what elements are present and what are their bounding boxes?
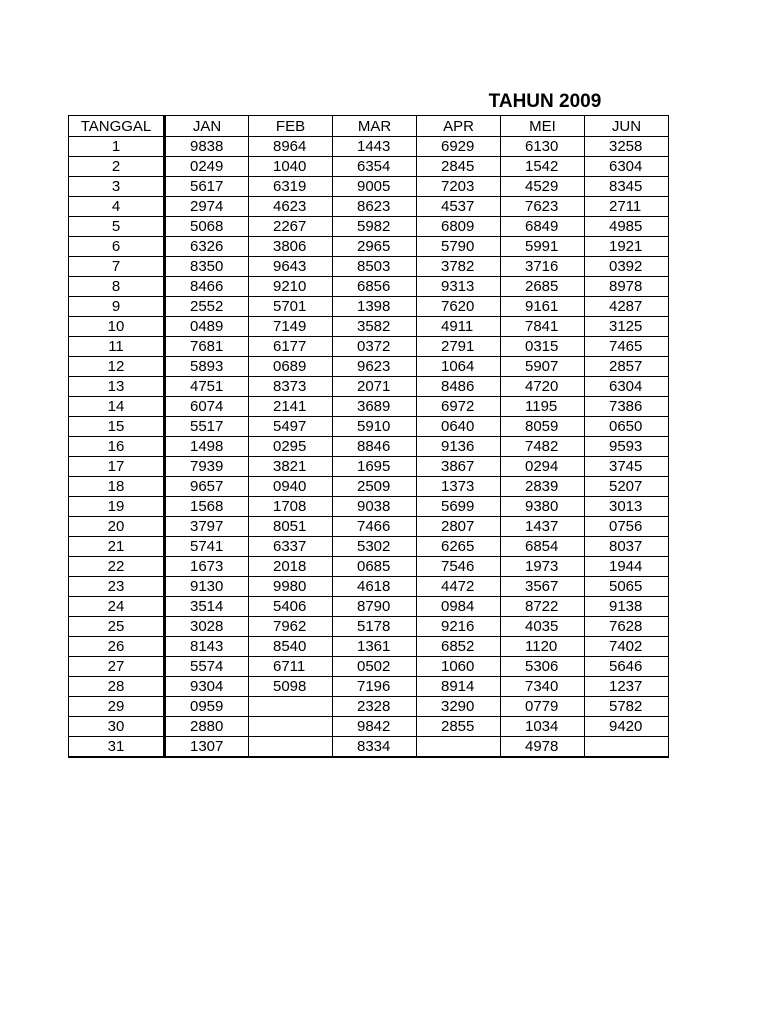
- value-cell: 5302: [333, 537, 417, 557]
- column-header-jan: JAN: [165, 116, 249, 137]
- value-cell: 9136: [417, 437, 501, 457]
- day-cell: 23: [69, 577, 165, 597]
- table-row: [69, 477, 669, 497]
- value-cell: 0392: [585, 257, 669, 277]
- day-cell: 8: [69, 277, 165, 297]
- value-cell: 1542: [501, 157, 585, 177]
- table-row: [69, 217, 669, 237]
- value-cell: 8345: [585, 177, 669, 197]
- table-row: [69, 557, 669, 577]
- value-cell: 8051: [249, 517, 333, 537]
- value-cell: 8503: [333, 257, 417, 277]
- table-row: [69, 157, 669, 177]
- value-cell: 7386: [585, 397, 669, 417]
- value-cell: 6711: [249, 657, 333, 677]
- value-cell: 7196: [333, 677, 417, 697]
- value-cell: 6177: [249, 337, 333, 357]
- value-cell: 6337: [249, 537, 333, 557]
- day-cell: 15: [69, 417, 165, 437]
- value-cell: 8373: [249, 377, 333, 397]
- value-cell: 5991: [501, 237, 585, 257]
- value-cell: 9130: [165, 577, 249, 597]
- value-cell: 6326: [165, 237, 249, 257]
- value-cell: 9980: [249, 577, 333, 597]
- value-cell: 0502: [333, 657, 417, 677]
- table-row: [69, 517, 669, 537]
- day-cell: 22: [69, 557, 165, 577]
- value-cell: 0294: [501, 457, 585, 477]
- value-cell: 6849: [501, 217, 585, 237]
- table-row: [69, 497, 669, 517]
- value-cell: 2711: [585, 197, 669, 217]
- value-cell: 3716: [501, 257, 585, 277]
- value-cell: 1498: [165, 437, 249, 457]
- value-cell: 9138: [585, 597, 669, 617]
- value-cell: 9380: [501, 497, 585, 517]
- value-cell: 9210: [249, 277, 333, 297]
- value-cell: 5741: [165, 537, 249, 557]
- value-cell: 2018: [249, 557, 333, 577]
- value-cell: 7482: [501, 437, 585, 457]
- value-cell: 1064: [417, 357, 501, 377]
- value-cell: 0689: [249, 357, 333, 377]
- table-row: [69, 137, 669, 157]
- value-cell: 1237: [585, 677, 669, 697]
- value-cell: 5617: [165, 177, 249, 197]
- table-row: [69, 197, 669, 217]
- day-cell: 19: [69, 497, 165, 517]
- table-row: [69, 177, 669, 197]
- day-cell: 21: [69, 537, 165, 557]
- value-cell: 0756: [585, 517, 669, 537]
- header-row: [69, 116, 669, 137]
- value-cell: 1568: [165, 497, 249, 517]
- value-cell: 0640: [417, 417, 501, 437]
- value-cell: 7841: [501, 317, 585, 337]
- value-cell: 3013: [585, 497, 669, 517]
- day-cell: 17: [69, 457, 165, 477]
- value-cell: 2857: [585, 357, 669, 377]
- table-row: [69, 297, 669, 317]
- value-cell: 2552: [165, 297, 249, 317]
- value-cell: 3689: [333, 397, 417, 417]
- value-cell: 2880: [165, 717, 249, 737]
- table-row: [69, 417, 669, 437]
- column-header-mei: MEI: [501, 116, 585, 137]
- value-cell: 3125: [585, 317, 669, 337]
- value-cell: 2965: [333, 237, 417, 257]
- value-cell: 4751: [165, 377, 249, 397]
- value-cell: 7681: [165, 337, 249, 357]
- value-cell: 6854: [501, 537, 585, 557]
- value-cell: 5098: [249, 677, 333, 697]
- value-cell: 6265: [417, 537, 501, 557]
- day-cell: 25: [69, 617, 165, 637]
- value-cell: 0779: [501, 697, 585, 717]
- day-cell: 29: [69, 697, 165, 717]
- value-cell: [417, 737, 501, 758]
- day-cell: 4: [69, 197, 165, 217]
- value-cell: 0685: [333, 557, 417, 577]
- value-cell: 5207: [585, 477, 669, 497]
- day-cell: 5: [69, 217, 165, 237]
- value-cell: 1695: [333, 457, 417, 477]
- value-cell: 5306: [501, 657, 585, 677]
- value-cell: 4720: [501, 377, 585, 397]
- table-row: [69, 257, 669, 277]
- value-cell: 2807: [417, 517, 501, 537]
- table-row: [69, 577, 669, 597]
- value-cell: 7620: [417, 297, 501, 317]
- value-cell: 5517: [165, 417, 249, 437]
- value-cell: 0315: [501, 337, 585, 357]
- value-cell: 1673: [165, 557, 249, 577]
- value-cell: 3806: [249, 237, 333, 257]
- value-cell: 1921: [585, 237, 669, 257]
- table-row: [69, 637, 669, 657]
- value-cell: 5178: [333, 617, 417, 637]
- value-cell: 1120: [501, 637, 585, 657]
- value-cell: 1034: [501, 717, 585, 737]
- value-cell: 5782: [585, 697, 669, 717]
- value-cell: 0650: [585, 417, 669, 437]
- value-cell: 9038: [333, 497, 417, 517]
- value-cell: 0959: [165, 697, 249, 717]
- value-cell: 4985: [585, 217, 669, 237]
- value-cell: 6354: [333, 157, 417, 177]
- value-cell: 5646: [585, 657, 669, 677]
- value-cell: 8722: [501, 597, 585, 617]
- value-cell: 4623: [249, 197, 333, 217]
- value-cell: 3290: [417, 697, 501, 717]
- value-cell: 4537: [417, 197, 501, 217]
- value-cell: 8350: [165, 257, 249, 277]
- day-cell: 2: [69, 157, 165, 177]
- value-cell: 0295: [249, 437, 333, 457]
- value-cell: [249, 717, 333, 737]
- value-cell: 5574: [165, 657, 249, 677]
- value-cell: 0984: [417, 597, 501, 617]
- value-cell: 2141: [249, 397, 333, 417]
- value-cell: 8914: [417, 677, 501, 697]
- table-row: [69, 737, 669, 758]
- value-cell: 9838: [165, 137, 249, 157]
- value-cell: 7623: [501, 197, 585, 217]
- value-cell: 5982: [333, 217, 417, 237]
- value-cell: 1060: [417, 657, 501, 677]
- table-row: [69, 357, 669, 377]
- value-cell: 6304: [585, 157, 669, 177]
- value-cell: 1373: [417, 477, 501, 497]
- value-cell: 8846: [333, 437, 417, 457]
- value-cell: 3567: [501, 577, 585, 597]
- value-cell: 6809: [417, 217, 501, 237]
- value-cell: 2791: [417, 337, 501, 357]
- value-cell: 0940: [249, 477, 333, 497]
- value-cell: 8623: [333, 197, 417, 217]
- value-cell: 6319: [249, 177, 333, 197]
- value-cell: 6972: [417, 397, 501, 417]
- value-cell: 5910: [333, 417, 417, 437]
- table-row: [69, 717, 669, 737]
- table-row: [69, 277, 669, 297]
- table-row: [69, 657, 669, 677]
- value-cell: 1973: [501, 557, 585, 577]
- value-cell: 9593: [585, 437, 669, 457]
- value-cell: 3028: [165, 617, 249, 637]
- day-cell: 9: [69, 297, 165, 317]
- value-cell: 2839: [501, 477, 585, 497]
- value-cell: 9005: [333, 177, 417, 197]
- value-cell: 6856: [333, 277, 417, 297]
- value-cell: 1040: [249, 157, 333, 177]
- value-cell: 9216: [417, 617, 501, 637]
- value-cell: 0249: [165, 157, 249, 177]
- value-cell: 5699: [417, 497, 501, 517]
- value-cell: 3582: [333, 317, 417, 337]
- day-cell: 10: [69, 317, 165, 337]
- value-cell: 8486: [417, 377, 501, 397]
- value-cell: 1437: [501, 517, 585, 537]
- day-cell: 16: [69, 437, 165, 457]
- value-cell: 4287: [585, 297, 669, 317]
- value-cell: 4035: [501, 617, 585, 637]
- day-cell: 3: [69, 177, 165, 197]
- value-cell: 4472: [417, 577, 501, 597]
- value-cell: 8978: [585, 277, 669, 297]
- table-row: [69, 237, 669, 257]
- table-row: [69, 437, 669, 457]
- value-cell: 7402: [585, 637, 669, 657]
- value-cell: 5406: [249, 597, 333, 617]
- value-cell: 8143: [165, 637, 249, 657]
- day-cell: 12: [69, 357, 165, 377]
- table-row: [69, 457, 669, 477]
- column-header-feb: FEB: [249, 116, 333, 137]
- value-cell: 6852: [417, 637, 501, 657]
- value-cell: 7939: [165, 457, 249, 477]
- table-row: [69, 317, 669, 337]
- table-row: [69, 597, 669, 617]
- column-header-jun: JUN: [585, 116, 669, 137]
- value-cell: 2685: [501, 277, 585, 297]
- day-cell: 26: [69, 637, 165, 657]
- value-cell: 9643: [249, 257, 333, 277]
- column-header-apr: APR: [417, 116, 501, 137]
- value-cell: 0489: [165, 317, 249, 337]
- value-cell: 3797: [165, 517, 249, 537]
- day-cell: 14: [69, 397, 165, 417]
- value-cell: 8037: [585, 537, 669, 557]
- value-cell: 7466: [333, 517, 417, 537]
- value-cell: 5701: [249, 297, 333, 317]
- value-cell: 2855: [417, 717, 501, 737]
- value-cell: 2845: [417, 157, 501, 177]
- value-cell: 1361: [333, 637, 417, 657]
- table-row: [69, 377, 669, 397]
- value-cell: 9842: [333, 717, 417, 737]
- value-cell: 3745: [585, 457, 669, 477]
- value-cell: 8964: [249, 137, 333, 157]
- table-row: [69, 397, 669, 417]
- value-cell: 5907: [501, 357, 585, 377]
- value-cell: 7465: [585, 337, 669, 357]
- value-cell: 7546: [417, 557, 501, 577]
- value-cell: 2974: [165, 197, 249, 217]
- value-cell: 2267: [249, 217, 333, 237]
- value-cell: 2071: [333, 377, 417, 397]
- day-cell: 18: [69, 477, 165, 497]
- value-cell: 9657: [165, 477, 249, 497]
- column-header-tanggal: TANGGAL: [69, 116, 165, 137]
- day-cell: 27: [69, 657, 165, 677]
- value-cell: 4911: [417, 317, 501, 337]
- value-cell: 4978: [501, 737, 585, 758]
- day-cell: 13: [69, 377, 165, 397]
- value-cell: 3258: [585, 137, 669, 157]
- value-cell: 7628: [585, 617, 669, 637]
- value-cell: 5065: [585, 577, 669, 597]
- day-cell: 28: [69, 677, 165, 697]
- value-cell: 6929: [417, 137, 501, 157]
- value-cell: 0372: [333, 337, 417, 357]
- value-cell: 8334: [333, 737, 417, 758]
- value-cell: 7962: [249, 617, 333, 637]
- value-cell: 5497: [249, 417, 333, 437]
- table-row: [69, 697, 669, 717]
- table-row: [69, 337, 669, 357]
- value-cell: 8540: [249, 637, 333, 657]
- value-cell: [249, 697, 333, 717]
- value-cell: 1195: [501, 397, 585, 417]
- value-cell: 9304: [165, 677, 249, 697]
- value-cell: 7203: [417, 177, 501, 197]
- day-cell: 11: [69, 337, 165, 357]
- value-cell: 2328: [333, 697, 417, 717]
- value-cell: 9313: [417, 277, 501, 297]
- day-cell: 7: [69, 257, 165, 277]
- value-cell: 1708: [249, 497, 333, 517]
- day-cell: 6: [69, 237, 165, 257]
- value-cell: 5893: [165, 357, 249, 377]
- day-cell: 24: [69, 597, 165, 617]
- table-row: [69, 537, 669, 557]
- value-cell: 6074: [165, 397, 249, 417]
- value-cell: 9161: [501, 297, 585, 317]
- value-cell: 4618: [333, 577, 417, 597]
- table-row: [69, 677, 669, 697]
- value-cell: [249, 737, 333, 758]
- value-cell: [585, 737, 669, 758]
- value-cell: 1443: [333, 137, 417, 157]
- page-title: TAHUN 2009: [488, 91, 602, 112]
- table-row: [69, 617, 669, 637]
- column-header-mar: MAR: [333, 116, 417, 137]
- value-cell: 2509: [333, 477, 417, 497]
- value-cell: 5068: [165, 217, 249, 237]
- value-cell: 4529: [501, 177, 585, 197]
- value-cell: 3782: [417, 257, 501, 277]
- day-cell: 20: [69, 517, 165, 537]
- value-cell: 9420: [585, 717, 669, 737]
- value-cell: 8790: [333, 597, 417, 617]
- data-table: [68, 115, 669, 758]
- value-cell: 8059: [501, 417, 585, 437]
- value-cell: 7340: [501, 677, 585, 697]
- value-cell: 3514: [165, 597, 249, 617]
- day-cell: 1: [69, 137, 165, 157]
- value-cell: 1944: [585, 557, 669, 577]
- day-cell: 30: [69, 717, 165, 737]
- value-cell: 6304: [585, 377, 669, 397]
- value-cell: 3867: [417, 457, 501, 477]
- value-cell: 1398: [333, 297, 417, 317]
- day-cell: 31: [69, 737, 165, 758]
- value-cell: 5790: [417, 237, 501, 257]
- value-cell: 7149: [249, 317, 333, 337]
- value-cell: 3821: [249, 457, 333, 477]
- value-cell: 1307: [165, 737, 249, 758]
- value-cell: 8466: [165, 277, 249, 297]
- value-cell: 6130: [501, 137, 585, 157]
- value-cell: 9623: [333, 357, 417, 377]
